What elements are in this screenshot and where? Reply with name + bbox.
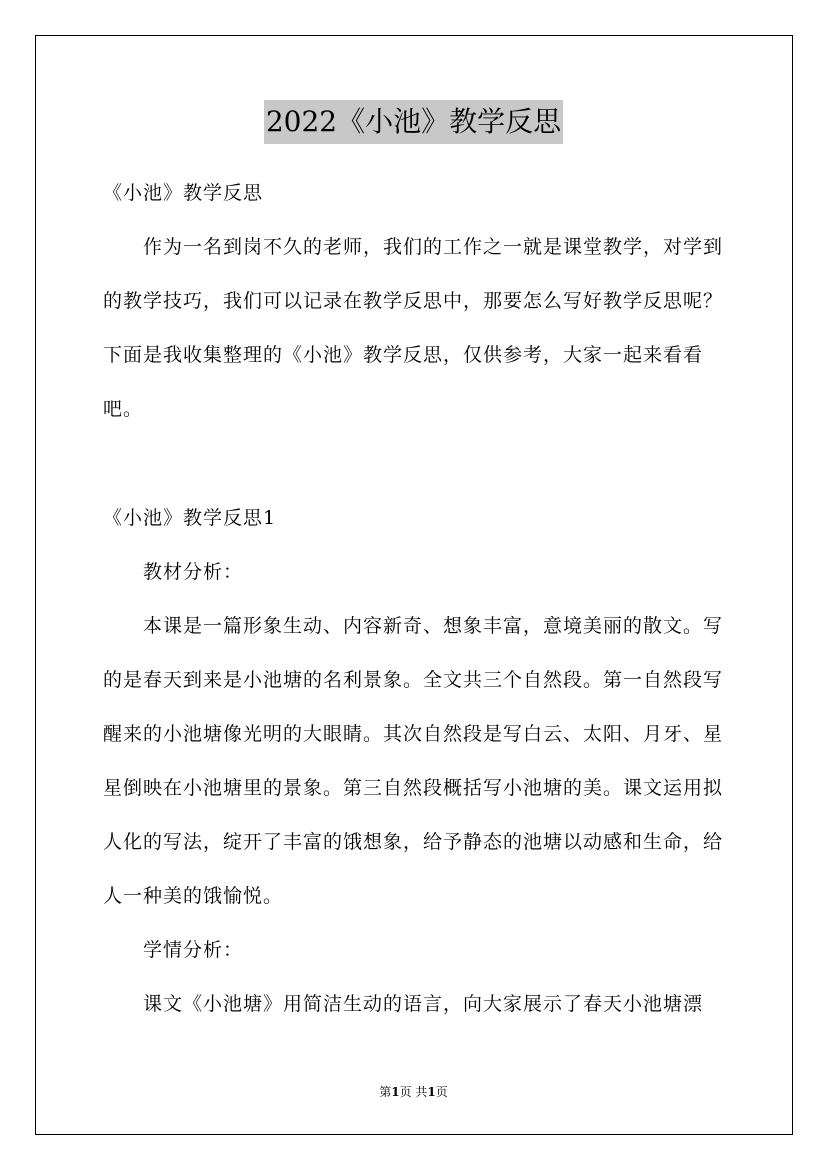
title-container bbox=[0, 100, 827, 144]
subtitle: 《小池》教学反思 bbox=[103, 182, 264, 204]
footer-suffix: 页 bbox=[435, 1085, 448, 1099]
page-footer bbox=[0, 1082, 827, 1102]
footer-prefix: 第 bbox=[379, 1085, 392, 1099]
section-heading: 《小池》教学反思1 bbox=[103, 507, 277, 529]
student-analysis-paragraph: 课文《小池塘》用简洁生动的语言，向大家展示了春天小池塘漂 bbox=[143, 993, 704, 1015]
document-body bbox=[103, 166, 727, 1031]
document-title: 2022《小池》教学反思 bbox=[264, 100, 563, 144]
footer-page-total: 1 bbox=[427, 1085, 436, 1099]
textbook-analysis-label: 教材分析： bbox=[143, 561, 244, 583]
footer-page-number: 1 bbox=[391, 1085, 400, 1099]
textbook-analysis-paragraph: 本课是一篇形象生动、内容新奇、想象丰富，意境美丽的散文。写的是春天到来是小池塘的名利景象。全文共三个自然段。第一自然段写醒来的小池塘像光明的大眼睛。其次自然段是写白云、太阳、月牙、星星倒映在小池塘里的景象。第三自然段概括写小池塘的美。课文运用拟人化的写法，绽开了丰富的饿想象，给予静态的池塘以动感和生命，给人一种美的饿愉悦。 bbox=[103, 615, 724, 907]
footer-mid: 页 共 bbox=[399, 1085, 428, 1099]
spacer bbox=[103, 436, 727, 491]
student-analysis-label: 学情分析： bbox=[143, 939, 244, 961]
intro-paragraph: 作为一名到岗不久的老师，我们的工作之一就是课堂教学，对学到的教学技巧，我们可以记录在教学反思中，那要怎么写好教学反思呢？下面是我收集整理的《小池》教学反思，仅供参考，大家一起来看看吧。 bbox=[103, 236, 724, 420]
